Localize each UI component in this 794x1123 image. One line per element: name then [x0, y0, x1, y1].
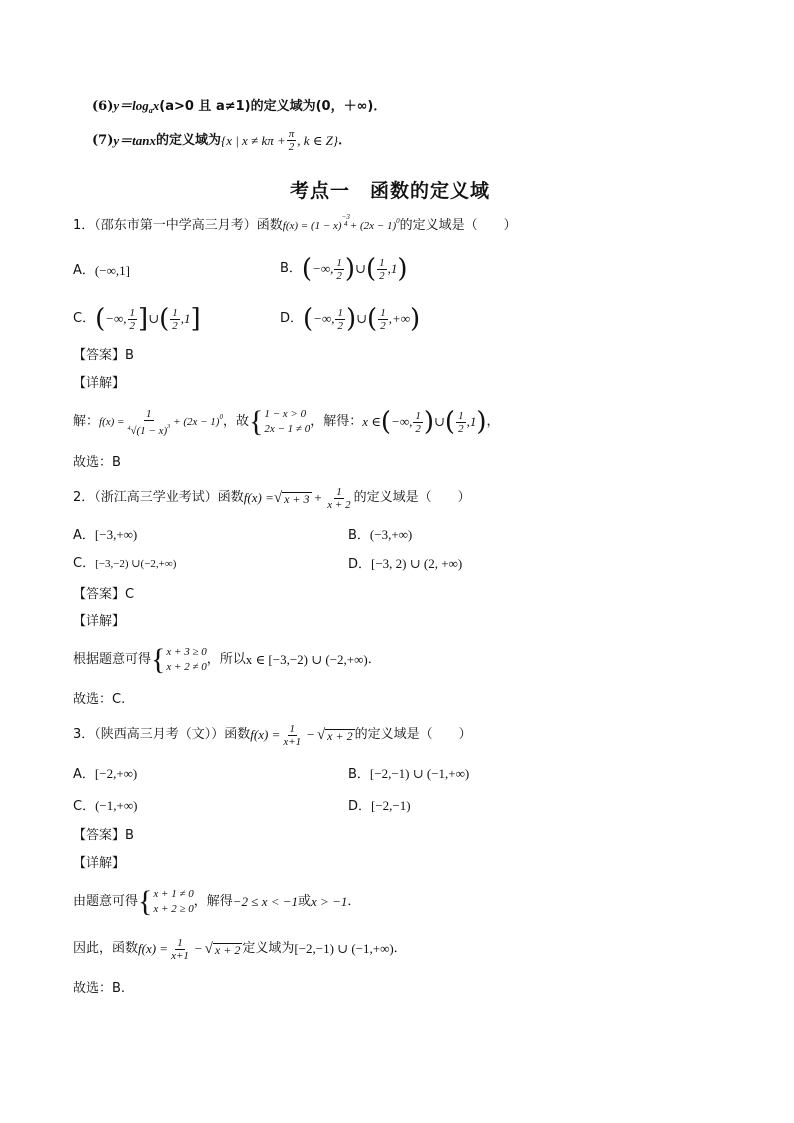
- solution-jiede: ，解得: [193, 894, 233, 909]
- q2-option-b[interactable]: B．(−3,+∞): [348, 527, 413, 543]
- item-number: (7): [92, 132, 114, 148]
- q1-option-b[interactable]: B． ( −∞, $\frac{1}{2}$ ) ∪ ( $\frac{1}{2}$ ,1 ): [280, 254, 408, 284]
- q2-inequality-system: { x + 3 ≥ 0 x + 2 ≠ 0: [151, 643, 207, 676]
- q2-option-d[interactable]: D．[−3, 2) ∪ (2, +∞): [348, 556, 463, 572]
- q1-answer: 【答案】B: [73, 348, 134, 363]
- q3-option-d[interactable]: D．[−2,−1): [348, 798, 411, 814]
- q2-func: f(x) =: [243, 490, 274, 505]
- solution-label: 根据题意可得: [73, 652, 152, 667]
- log-domain-text: 的定义域为(0，＋∞)．: [250, 99, 387, 114]
- q3-sol-sqrt: √ x + 2: [204, 940, 241, 957]
- section-title: 考点一 函数的定义域: [290, 180, 491, 202]
- q3-sol-fraction: $\frac{1}{x+1}$: [171, 936, 189, 962]
- q1-solution: 解： f(x) = $\frac{1}{^4√(1 - x)^3}$ + (2x − 1) 0 ，故 { 1 − x > 0 2x − 1 ≠ 0 ，解得： x ∈ ( −∞, $\frac{1}{2}$ ) ∪ ( $\frac{1}{2}$ ,1 ) ，: [73, 405, 500, 438]
- q2-answer: 【答案】C: [73, 587, 135, 602]
- solution-domain-label: 定义域为: [242, 941, 295, 956]
- item-number: (6): [92, 99, 114, 114]
- q2-fraction: $\frac{1}{x + 2}$: [327, 485, 351, 511]
- solution-label: 由题意可得: [73, 894, 139, 909]
- q3-stem-tail: 的定义域是（ ）: [354, 727, 472, 742]
- q3-option-c[interactable]: C．(−1,+∞): [73, 798, 138, 814]
- q1-option-d[interactable]: D． ( −∞, $\frac{1}{2}$ ) ∪ ( $\frac{1}{2}$ ,+∞ ): [280, 304, 421, 334]
- q1-exp0: 0: [396, 217, 400, 225]
- log-condition: (a>0 且 a≠1): [159, 99, 251, 114]
- q3-detail-heading: 【详解】: [73, 856, 126, 871]
- q2-stem-tail: 的定义域是（ ）: [353, 490, 471, 505]
- q3-inequality-system: { x + 1 ≠ 0 x + 2 ≥ 0: [138, 885, 194, 918]
- q1-exponent: −3 4: [341, 213, 350, 228]
- q3-answer: 【答案】B: [73, 828, 134, 843]
- q1-option-c[interactable]: C． ( −∞, $\frac{1}{2}$ ] ∪ ( $\frac{1}{2}$ ,1 ]: [73, 304, 201, 334]
- solution-fraction: $\frac{1}{^4√(1 - x)^3}$: [127, 407, 171, 437]
- q1-stem-text: 1．（邵东市第一中学高三月考）函数: [73, 218, 283, 233]
- q2-result: x ∈ [−3,−2) ∪ (−2,+∞): [245, 652, 368, 667]
- option-label: B．: [280, 261, 302, 276]
- q2-solution: 根据题意可得 { x + 3 ≥ 0 x + 2 ≠ 0 ，所以 x ∈ [−3,−2) ∪ (−2,+∞) ．: [73, 643, 381, 676]
- q3-sol-func: f(x) =: [138, 941, 169, 956]
- set-left: {x | x ≠ kπ +: [221, 132, 286, 148]
- q3-func: f(x) =: [250, 727, 281, 742]
- q3-fraction: $\frac{1}{x+1}$: [283, 722, 302, 748]
- solution-label: 因此，函数: [73, 941, 139, 956]
- solution-func: f(x) =: [99, 416, 125, 428]
- log-base: a: [148, 106, 153, 115]
- q1-choose: 故选：B: [73, 455, 121, 470]
- solution-or: 或: [298, 894, 312, 909]
- q1-stem: [73, 213, 517, 234]
- tan-expression: y＝tanx: [113, 132, 156, 148]
- q3-option-a[interactable]: A．[−2,+∞): [73, 766, 138, 782]
- q1-stem-tail: 的定义域是（ ）: [399, 218, 517, 233]
- solution-plus: + (2x − 1): [173, 416, 220, 428]
- q2-choose: 故选：C.: [73, 692, 126, 707]
- q2-detail-heading: 【详解】: [73, 614, 126, 629]
- q2-option-c[interactable]: C．[−3,−2) ∪(−2,+∞): [73, 556, 177, 571]
- log-variable: x: [152, 98, 160, 113]
- period: ．: [338, 132, 352, 148]
- q1-inequality-system: { 1 − x > 0 2x − 1 ≠ 0: [248, 405, 311, 438]
- intro-item-6: [92, 98, 386, 119]
- solution-x: x ∈: [362, 414, 381, 429]
- option-label: C．: [73, 311, 96, 326]
- solution-jie: ，解得：: [310, 414, 363, 429]
- q2-stem-text: 2．（浙江高三学业考试）函数: [73, 490, 244, 505]
- pi-over-two: $\frac{\pi}{2}$: [288, 128, 295, 153]
- q1-func2: + (2x − 1): [349, 220, 397, 232]
- q3-range-b: x > −1: [311, 894, 348, 909]
- q1-func: f(x) = (1 − x): [282, 220, 342, 232]
- option-label: D．: [280, 311, 304, 326]
- solution-gu: ，故: [222, 414, 249, 429]
- q3-stem: 3．（陕西高三月考（文））函数 f(x) = $\frac{1}{x+1}$ − √ x + 2 的定义域是（ ）: [73, 722, 472, 748]
- q3-solution-1: 由题意可得 { x + 1 ≠ 0 x + 2 ≥ 0 ，解得 −2 ≤ x < −1 或 x > −1 ．: [73, 885, 361, 918]
- q3-stem-text: 3．（陕西高三月考（文））函数: [73, 727, 251, 742]
- log-expression: y＝log: [113, 98, 149, 113]
- q3-option-b[interactable]: B．[−2,−1) ∪ (−1,+∞): [348, 766, 470, 782]
- solution-suoyi: ，所以: [206, 652, 246, 667]
- set-right: , k ∈ Z}: [297, 132, 339, 148]
- tan-domain-label: 的定义域为: [155, 132, 221, 148]
- q3-result: [−2,−1) ∪ (−1,+∞): [294, 941, 394, 956]
- option-label: A．: [73, 263, 95, 278]
- q3-sqrt: √ x + 2: [316, 726, 353, 743]
- q1-option-a[interactable]: [73, 263, 130, 279]
- q2-sqrt: √ x + 3: [273, 489, 310, 506]
- q3-choose: 故选：B.: [73, 981, 126, 996]
- q2-stem: 2．（浙江高三学业考试）函数 f(x) = √ x + 3 + $\frac{1}{x + 2}$ 的定义域是（ ）: [73, 485, 471, 511]
- option-value: (−∞,1]: [94, 263, 130, 278]
- q3-solution-2: 因此，函数 f(x) = $\frac{1}{x+1}$ − √ x + 2 定义域为 [−2,−1) ∪ (−1,+∞) ．: [73, 936, 407, 962]
- q3-range-a: −2 ≤ x < −1: [232, 894, 299, 909]
- q1-detail-heading: 【详解】: [73, 376, 126, 391]
- intro-item-7: [92, 128, 351, 153]
- q2-option-a[interactable]: A．[−3,+∞): [73, 527, 138, 543]
- solution-label: 解：: [73, 414, 100, 429]
